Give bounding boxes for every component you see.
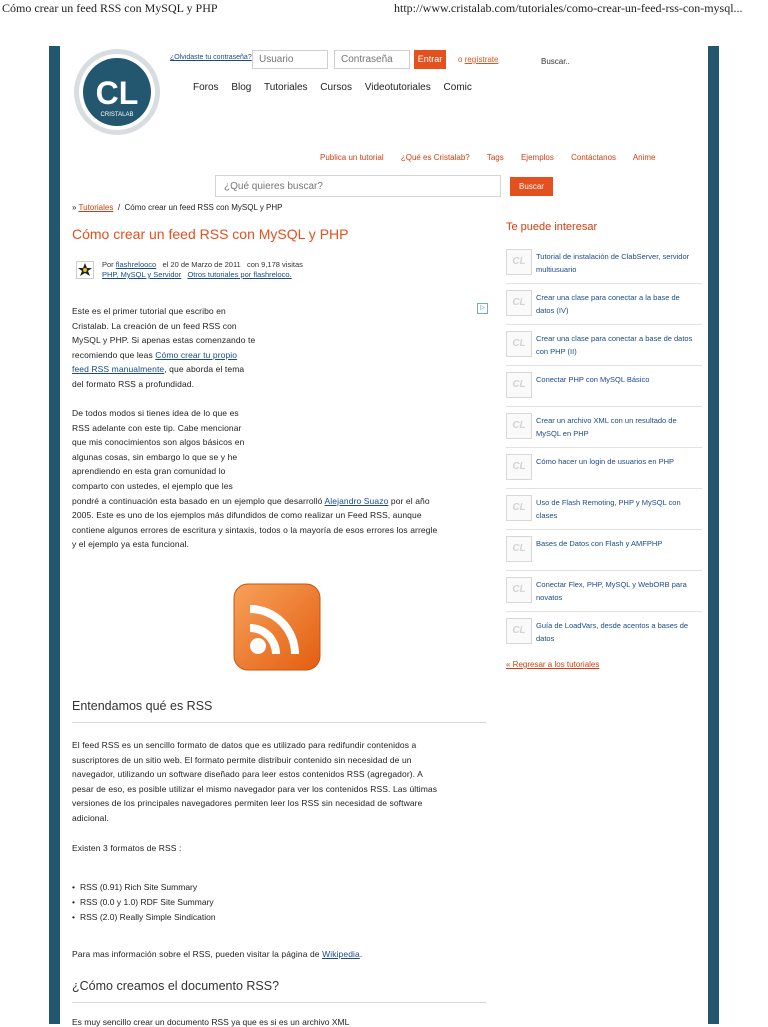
sidebar-item-label[interactable]: Crear un archivo XML con un resultado de MySQL en PHP [536,416,677,438]
print-header [0,0,768,22]
or-label: o [458,55,463,64]
register-wrap [458,55,498,64]
paragraph-rss-definition: El feed RSS es un sencillo formato de datos que es utilizado para redifundir contenidos a suscriptores de un sitio web. El formato permite distribuir contenido sin necesidad de un navegador, utilizando un software diseñado para leer estos contenidos RSS (agregador). A pesar de eso, es posible utilizar el mismo navegador para ver los contenidos RSS. Las últimas versiones de los principales navegadores permiten leer los RSS sin necesidad de software adicional. [72,740,438,823]
nav-blog[interactable]: Blog [231,82,252,93]
wikipedia-link[interactable]: Wikipedia [322,949,360,959]
list-item: • RSS (2.0) Really Simple Sindication [72,910,216,925]
sidebar-item[interactable] [506,612,702,653]
thumbnail-icon: CL [506,331,532,357]
sidebar-item-label[interactable]: Conectar PHP con MySQL Básico [536,375,650,384]
meta-by: Por [102,260,114,269]
section-divider [72,1002,486,1003]
clipped-line: Es muy sencillo crear un documento RSS ya que es si es un archivo XML [72,1017,350,1027]
thumbnail-icon: CL [506,495,532,521]
breadcrumb [72,203,283,212]
sidebar-title: Te puede interesar [506,221,598,233]
sidebar-item[interactable] [506,407,702,448]
paragraph-context: De todos modos si tienes idea de lo que es RSS adelante con este tip. Cabe mencionar que mis conocimientos son algos básicos en algunas cosas, sin embargo lo que se y he aprendiendo en esta gran comunidad lo comparto con ustedes, el ejemplo que les pondré a continuación esta basado en un ejemplo que desarrolló Alejandro Suazo por el año 2005. Este es uno de los ejemplos más difundidos de como realizar un Feed RSS, aunque contiene algunos errores de escritura y sintaxis, todos o la mayoría de esos errores los arregle y el ejemplo ya esta funcional. [72,408,438,550]
frame-right [708,46,719,1024]
rss-manual-link-2[interactable]: feed RSS manualmente [72,364,165,375]
other-tutorials-link[interactable]: Otros tutoriales por flashreloco. [187,270,292,279]
nav-videotutoriales[interactable]: Videotutoriales [364,82,431,93]
paragraph-intro: Este es el primer tutorial que escribo en Cristalab. La creación de un feed RSS con MySQL y PHP. Si apenas estas comenzando te recomiendo que leas Cómo crear tu propio feed RSS manualmente, que aborda el tema del formato RSS a profundidad. [72,306,256,389]
article-title: Cómo crear un feed RSS con MySQL y PHP [72,226,349,242]
subnav-tags[interactable]: Tags [486,153,504,162]
search-input[interactable] [215,175,501,197]
meta-visits: con 9,178 visitas [247,260,303,269]
rss-formats-list [72,880,216,925]
print-title: Cómo crear un feed RSS con MySQL y PHP [2,1,218,15]
sidebar-item-label[interactable]: Uso de Flash Remoting, PHP y MySQL con clases [536,498,681,520]
thumbnail-icon: CL [506,413,532,439]
tags-link[interactable]: PHP, MySQL y Servidor [102,270,182,279]
thumbnail-icon: CL [506,454,532,480]
thumbnail-icon: CL [506,618,532,644]
alejandro-suazo-link[interactable]: Alejandro Suazo [324,495,389,506]
section-heading-que-es-rss: Entendamos qué es RSS [72,699,213,713]
thumbnail-icon: CL [506,290,532,316]
sidebar-item-label[interactable]: Crear una clase para conectar a la base de datos (IV) [536,293,680,315]
cristalab-logo[interactable] [72,46,162,138]
section-divider [72,722,486,723]
more-info-text: Para mas información sobre el RSS, pueden visitar la página de Wikipedia. [72,949,363,959]
thumbnail-icon: CL [506,536,532,562]
sidebar-item-label[interactable]: Tutorial de instalación de ClabServer, servidor multiusuario [536,252,690,274]
top-search-label[interactable]: Buscar.. [541,57,570,66]
sidebar-item-label[interactable]: Conectar Flex, PHP, MySQL y WebORB para novatos [536,580,687,602]
print-url: http://www.cristalab.com/tutoriales/como-crear-un-feed-rss-con-mysql... [394,1,743,15]
ad-choices-icon[interactable]: ▷ [477,303,488,314]
breadcrumb-separator: / [117,203,121,212]
nav-tutoriales[interactable]: Tutoriales [263,82,308,93]
article-meta [102,260,303,269]
sidebar-item-label[interactable]: Cómo hacer un login de usuarios en PHP [536,457,674,466]
thumbnail-icon: CL [506,372,532,398]
sidebar-item[interactable] [506,366,702,407]
sidebar-item[interactable] [506,530,702,571]
subnav-publica[interactable]: Publica un tutorial [320,153,384,162]
breadcrumb-prefix: » [72,203,77,212]
sidebar-item-label[interactable]: Bases de Datos con Flash y AMFPHP [536,539,663,548]
sidebar-item-label[interactable]: Guía de LoadVars, desde acentos a bases de datos [536,621,689,643]
rss-feed-icon [233,583,321,671]
list-item: • RSS (0.91) Rich Site Summary [72,880,216,895]
nav-cursos[interactable]: Cursos [320,82,352,93]
register-link[interactable]: regístrate [464,55,499,64]
breadcrumb-current: Cómo crear un feed RSS con MySQL y PHP [124,203,283,212]
username-input[interactable] [252,50,328,69]
password-input[interactable] [334,50,410,69]
login-button[interactable]: Entrar [414,50,446,69]
sidebar-item[interactable] [506,571,702,612]
secondary-nav [320,153,671,162]
subnav-ejemplos[interactable]: Ejemplos [520,153,554,162]
subnav-que-es[interactable]: ¿Qué es Cristalab? [400,153,470,162]
section-heading-como-creamos: ¿Cómo creamos el documento RSS? [72,979,280,993]
rss-manual-link[interactable]: Cómo crear tu propio [155,349,238,360]
logo-wordmark: CRISTALAB [100,112,134,118]
back-to-tutorials-link[interactable]: « Regresar a los tutoriales [506,660,600,669]
sidebar-item[interactable] [506,325,702,366]
breadcrumb-tutoriales-link[interactable]: Tutoriales [78,203,114,212]
nav-comic[interactable]: Comic [443,82,472,93]
sidebar-item[interactable] [506,489,702,530]
sidebar-item[interactable] [506,284,702,325]
list-item: • RSS (0.0 y 1.0) RDF Site Summary [72,895,216,910]
sidebar-item[interactable] [506,448,702,489]
frame-left [49,46,60,1024]
subnav-anime[interactable]: Anime [632,153,656,162]
author-link[interactable]: flashrelooco [115,260,157,269]
author-avatar-icon[interactable] [76,261,94,279]
thumbnail-icon: CL [506,577,532,603]
sidebar-item[interactable] [506,243,702,284]
logo-letters: CL [95,75,139,111]
thumbnail-icon: CL [506,249,532,275]
subnav-contactanos[interactable]: Contáctanos [571,153,617,162]
search-button[interactable]: Buscar [510,177,553,196]
forgot-password-link[interactable]: ¿Olvidaste tu contraseña? [170,54,252,61]
formats-intro: Existen 3 formatos de RSS : [72,843,182,853]
main-nav [193,82,482,93]
nav-foros[interactable]: Foros [193,82,219,93]
meta-date: el 20 de Marzo de 2011 [162,260,241,269]
article-tags [102,270,292,279]
sidebar-item-label[interactable]: Crear una clase para conectar a base de datos con PHP (II) [536,334,693,356]
